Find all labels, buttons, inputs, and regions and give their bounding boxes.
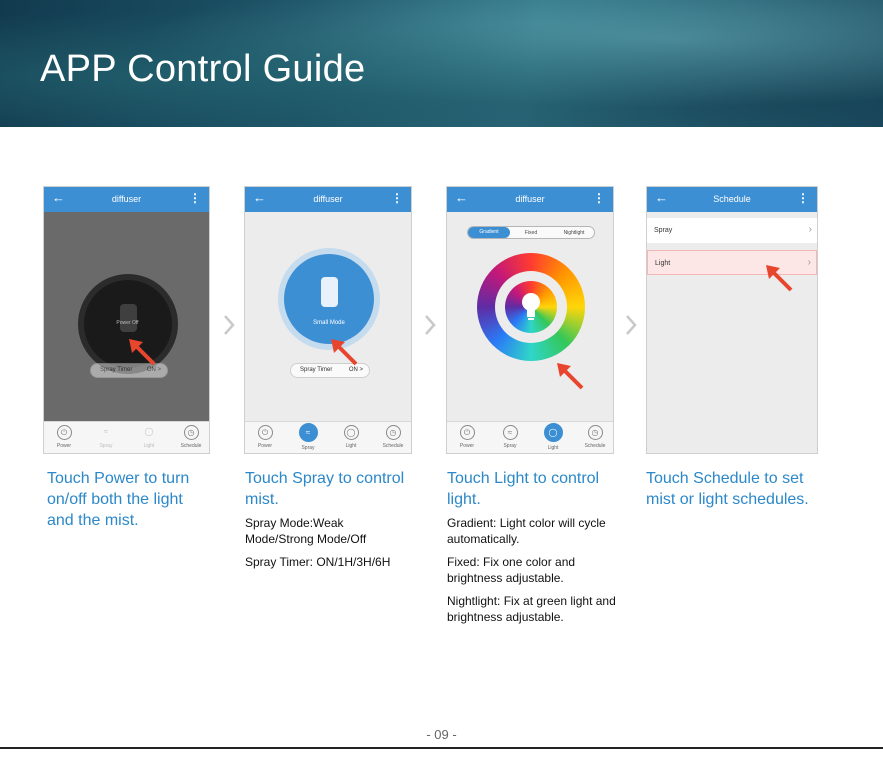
caption-line: Spray Mode:Weak Mode/Strong Mode/Off [245,516,367,546]
caption-schedule: Touch Schedule to set mist or light schedules. [646,470,809,508]
bulb-icon: ◯ [144,427,154,436]
nav-label: Power [459,443,475,449]
header-banner [0,0,883,127]
spray-icon: ≈ [503,425,518,440]
pointer-arrow-icon [126,336,160,370]
nav-light[interactable] [336,425,366,449]
bulb-icon: ◯ [344,425,359,440]
back-arrow-icon[interactable]: ← [455,190,468,205]
phone-screen-power [43,186,210,454]
power-icon: ⏻ [258,425,273,440]
color-wheel[interactable] [477,253,585,361]
tab-fixed[interactable]: Fixed [524,230,538,236]
nav-light[interactable] [134,425,164,449]
nav-label: Schedule [382,443,404,449]
back-arrow-icon[interactable]: ← [655,190,668,205]
nav-label: Power [257,443,273,449]
back-arrow-icon[interactable]: ← [253,190,266,205]
nav-label: Spray [503,443,517,449]
nav-label: Spray [99,443,113,449]
spray-timer-value: ON > [146,367,161,373]
more-menu-icon[interactable]: ⋮ [189,191,201,205]
chevron-right-icon: › [808,224,812,235]
nav-label: Schedule [584,443,606,449]
nav-schedule[interactable] [378,425,408,449]
nav-label: Light [143,443,155,449]
tab-nightlight[interactable]: Nightlight [563,230,585,236]
nav-power[interactable] [452,425,482,449]
phone-screen-spray [244,186,412,454]
pointer-arrow-icon [763,262,797,296]
app-topbar [647,187,817,212]
nav-label: Light [345,443,357,449]
caption-light-details [447,515,622,632]
chevron-right-icon: › [807,257,811,268]
clock-icon: ◷ [184,425,199,440]
nav-label: Schedule [180,443,202,449]
bottom-nav [245,421,411,453]
circle-label: Small Mode [313,320,345,326]
schedule-row-label: Spray [654,227,673,234]
pointer-arrow-icon [554,360,588,394]
bottom-nav [447,421,613,453]
topbar-title: diffuser [111,194,142,204]
spray-mode-visual [245,212,412,423]
caption-line: Spray Timer: ON/1H/3H/6H [245,555,391,569]
topbar-title: Schedule [713,194,751,204]
topbar-title: diffuser [313,194,343,204]
power-icon: ⏻ [57,425,72,440]
nav-light[interactable] [538,425,568,451]
caption-spray: Touch Spray to control mist. [245,470,405,508]
caption-line: Fixed: Fix one color and brightness adjustable. [447,555,576,585]
app-topbar [447,187,613,212]
spray-timer-label: Spray Timer [300,367,333,373]
nav-label: Power [56,443,72,449]
bulb-icon [519,291,543,323]
app-topbar [245,187,411,212]
more-menu-icon[interactable]: ⋮ [593,191,605,205]
spray-timer-label: Spray Timer [100,367,133,373]
clock-icon: ◷ [386,425,401,440]
caption-line: Gradient: Light color will cycle automatically. [447,516,606,546]
diffuser-device-icon [321,277,338,307]
light-mode-tabs [467,226,595,239]
nav-label: Spray [301,445,315,451]
clock-icon: ◷ [588,425,603,440]
pointer-arrow-icon [328,336,362,370]
back-arrow-icon[interactable]: ← [52,190,65,205]
nav-spray[interactable] [293,425,323,451]
schedule-row-label: Light [655,260,671,267]
tab-gradient[interactable]: Gradient [468,227,510,238]
more-menu-icon[interactable]: ⋮ [391,191,403,205]
circle-label: Power Off [116,320,139,326]
power-icon: ⏻ [460,425,475,440]
phone-screen-light [446,186,614,454]
nav-spray[interactable] [495,425,525,449]
nav-power[interactable] [250,425,280,449]
spray-icon: ≈ [299,423,318,442]
spray-timer-value: ON > [348,367,363,373]
caption-spray-details [245,515,405,577]
next-chevron-icon [624,314,638,336]
bulb-icon: ◯ [544,423,563,442]
nav-schedule[interactable] [176,425,206,449]
spray-icon: ≈ [103,427,109,436]
phone-screen-schedule [646,186,818,454]
nav-power[interactable] [49,425,79,449]
caption-line: Nightlight: Fix at green light and brightness adjustable. [447,594,616,624]
more-menu-icon[interactable]: ⋮ [797,191,809,205]
bottom-nav [44,421,209,453]
topbar-title: diffuser [515,194,545,204]
dim-overlay [44,212,209,421]
next-chevron-icon [222,314,236,336]
next-chevron-icon [423,314,437,336]
caption-power: Touch Power to turn on/off both the light and the mist. [47,470,190,529]
caption-light: Touch Light to control light. [447,470,600,508]
app-topbar [44,187,209,212]
nav-spray[interactable] [91,425,121,449]
nav-label: Light [547,445,559,451]
page-title: APP Control Guide [40,48,366,90]
schedule-row-spray[interactable] [647,218,817,243]
footer-divider [0,747,883,749]
nav-schedule[interactable] [580,425,610,449]
page-number: - 09 - [426,727,457,742]
